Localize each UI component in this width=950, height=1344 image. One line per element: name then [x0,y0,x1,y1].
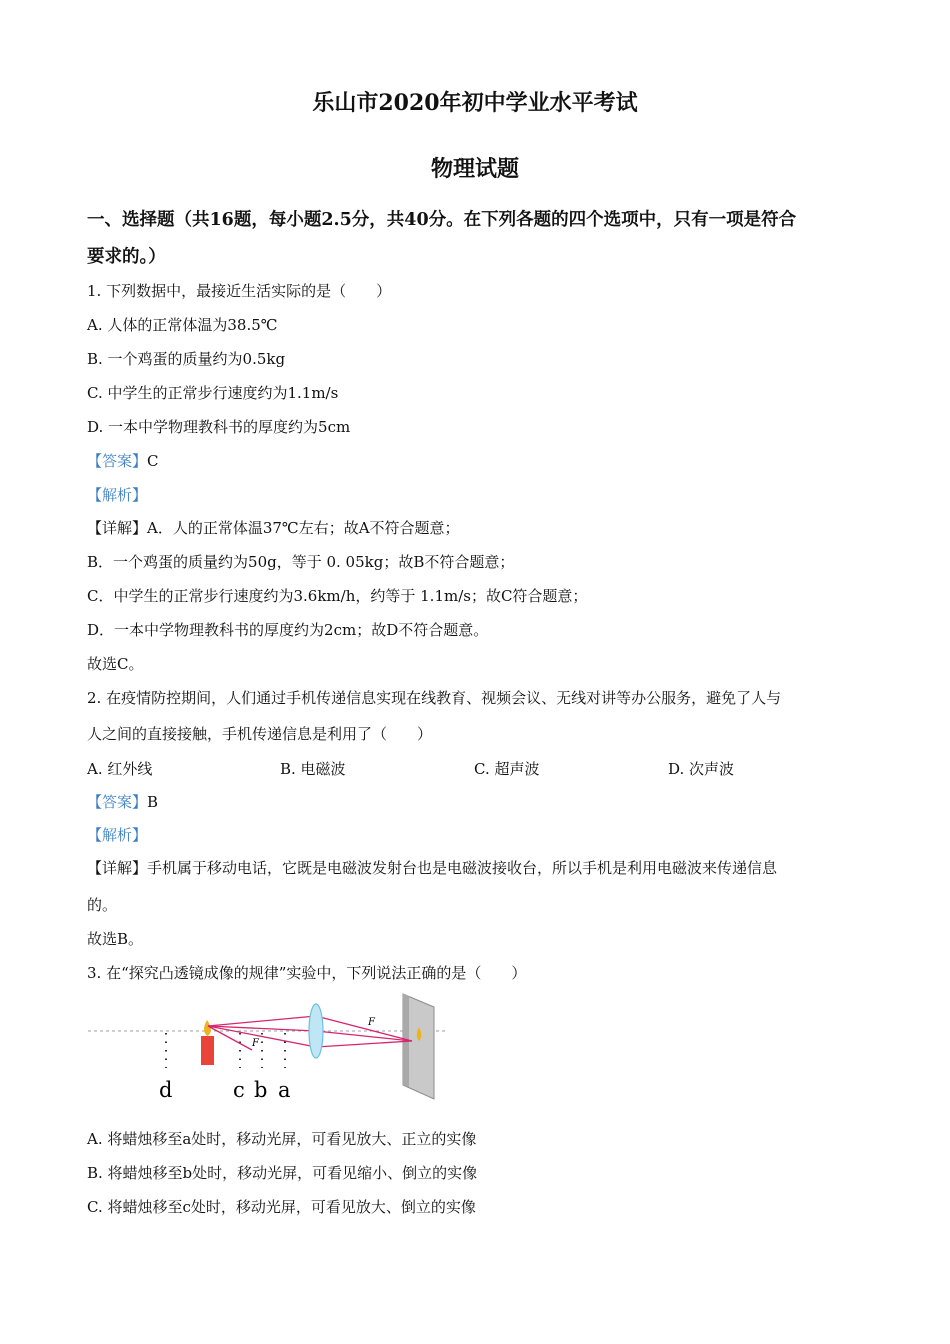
q2-option-c: C. 超声波 [474,760,540,778]
q2-option-d: D. 次声波 [668,760,735,778]
q1-stem: 1. 下列数据中，最接近生活实际的是（ ） [87,282,392,300]
q2-stem-line1: 2. 在疫情防控期间，人们通过手机传递信息实现在线教育、视频会议、无线对讲等办公服务，避免了人与 [87,689,782,707]
q2-option-a: A. 红外线 [87,760,153,778]
label-b: b [254,1078,268,1102]
q1-option-a: A. 人体的正常体温为38.5℃ [87,316,278,334]
q1-answer-tag: 【答案】 [87,452,148,470]
q1-detail-c: C．中学生的正常步行速度约为3.6km/h，约等于 1.1m/s；故C符合题意； [87,587,588,605]
section-heading-line2: 要求的。） [87,247,166,267]
q2-conclusion: 故选B。 [87,930,144,948]
convex-lens-icon [309,1004,323,1058]
q3-option-a: A. 将蜡烛移至a处时，移动光屏，可看见放大、正立的实像 [87,1130,477,1148]
section-heading-line1: 一、选择题（共16题，每小题2.5分，共40分。在下列各题的四个选项中，只有一项是符合 [87,210,797,230]
q1-detail-tag: 【详解】 [87,519,148,537]
q2-analysis-tag: 【解析】 [87,826,148,844]
q3-stem: 3. 在“探究凸透镜成像的规律”实验中，下列说法正确的是（ ） [87,964,527,982]
q1-answer-value: C [147,452,159,470]
q1-detail-d: D．一本中学物理教科书的厚度约为2cm；故D不符合题意。 [87,621,489,639]
q2-option-b: B. 电磁波 [280,760,346,778]
focal-label-left: F [252,1038,259,1049]
q1-option-d: D. 一本中学物理教科书的厚度约为5cm [87,418,351,436]
focal-label-right: F [368,1017,375,1028]
page-subtitle: 物理试题 [430,156,519,182]
label-c: c [233,1078,245,1102]
q2-answer-value: B [147,793,159,811]
q2-answer-tag: 【答案】 [87,793,148,811]
q1-option-b: B. 一个鸡蛋的质量约为0.5kg [87,350,286,368]
label-a: a [278,1078,291,1102]
q3-option-c: C. 将蜡烛移至c处时，移动光屏，可看见放大、倒立的实像 [87,1198,476,1216]
page-title: 乐山市2020年初中学业水平考试 [312,90,638,116]
label-d: d [159,1078,173,1102]
q2-detail-tag: 【详解】 [87,859,148,877]
candle-icon [201,1036,214,1065]
flame-icon [204,1020,211,1036]
q1-detail-a: A．人的正常体温37℃左右；故A不符合题意； [147,519,460,537]
q1-conclusion: 故选C。 [87,655,144,673]
q1-detail-b: B．一个鸡蛋的质量约为50g，等于 0. 05kg；故B不符合题意； [87,553,515,571]
q1-analysis-tag: 【解析】 [87,486,148,504]
q3-option-b: B. 将蜡烛移至b处时，移动光屏，可看见缩小、倒立的实像 [87,1164,478,1182]
q2-detail-text: 手机属于移动电话，它既是电磁波发射台也是电磁波接收台，所以手机是利用电磁波来传递信息 [147,859,778,877]
q2-detail-line2: 的。 [87,896,118,914]
q1-option-c: C. 中学生的正常步行速度约为1.1m/s [87,384,339,402]
q2-stem-line2: 人之间的直接接触，手机传递信息是利用了（ ） [87,725,433,743]
